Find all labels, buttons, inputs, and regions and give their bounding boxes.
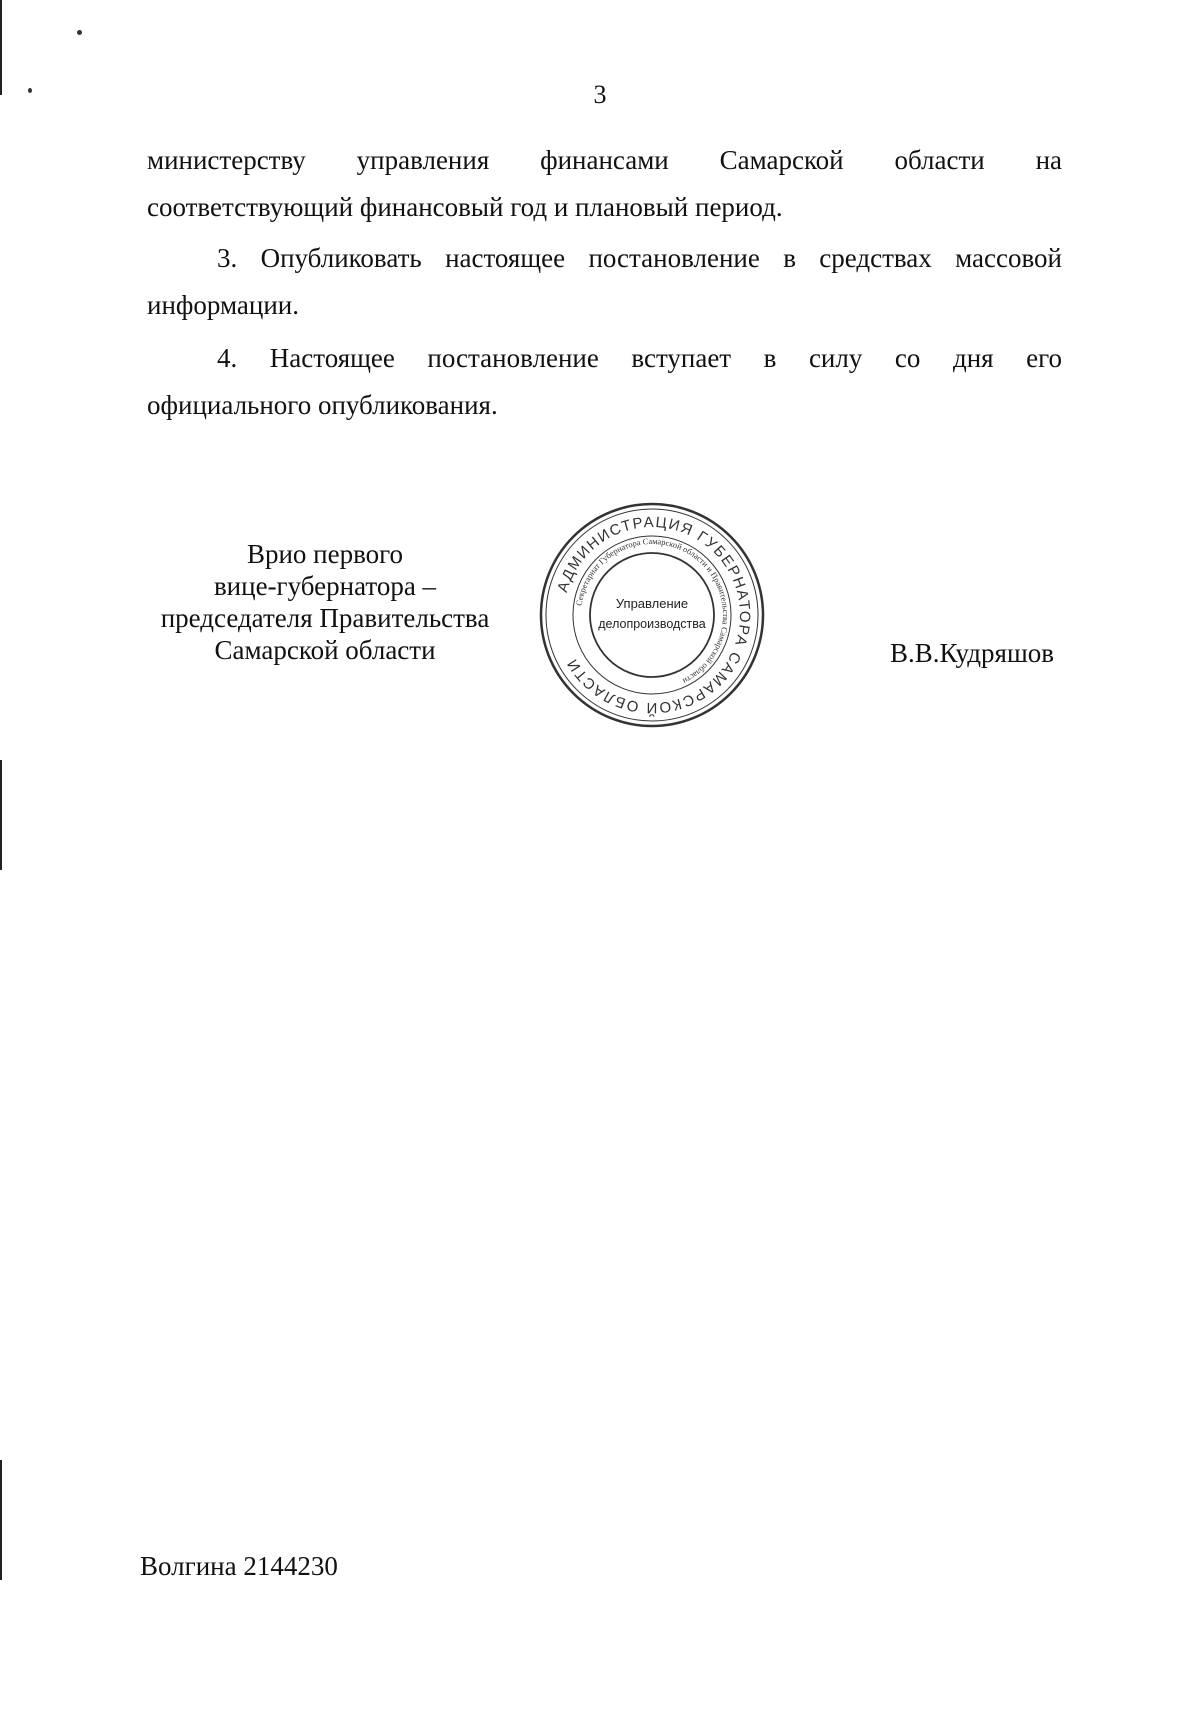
paragraph-item-3 bbox=[147, 235, 1062, 329]
paragraph-line: 4. Настоящее постановление вступает в силу со дня его bbox=[217, 343, 1062, 373]
seal-middle-border bbox=[573, 536, 731, 694]
page-number: 3 bbox=[593, 80, 607, 109]
signatory-line: вице-губернатора – bbox=[213, 571, 437, 601]
seal-outer-text: АДМИНИСТРАЦИЯ ГУБЕРНАТОРА САМАРСКОЙ ОБЛАСТИ bbox=[554, 513, 754, 717]
seal-center-line-1: Управление bbox=[615, 596, 689, 611]
paragraph-line: 3. Опубликовать настоящее постановление в средствах массовой bbox=[217, 243, 1063, 273]
signatory-line: председателя Правительства bbox=[160, 603, 490, 633]
paragraph-item-4 bbox=[147, 335, 1062, 429]
signer-name: В.В.Кудряшов bbox=[890, 638, 1054, 668]
paragraph-budget-continuation bbox=[147, 137, 1062, 231]
signatory-line: Врио первого bbox=[246, 539, 404, 569]
seal-inner-border bbox=[590, 553, 714, 677]
signatory-position bbox=[140, 538, 510, 666]
paragraph-line: министерству управления финансами Самарской области на bbox=[147, 145, 1062, 175]
signatory-line: Самарской области bbox=[214, 635, 436, 665]
seal-center-line-2: делопроизводства bbox=[598, 617, 706, 631]
paragraph-line: информации. bbox=[147, 290, 299, 320]
scan-edge-mark bbox=[0, 1460, 2, 1580]
paragraph-line: соответствующий финансовый год и плановый период. bbox=[147, 192, 783, 222]
scan-edge-mark bbox=[0, 760, 2, 870]
seal-inner-ring-text: Секретариат Губернатора Самарской области и Правительства Самарской области bbox=[574, 536, 731, 686]
paragraph-line: официального опубликования. bbox=[147, 390, 498, 420]
official-seal bbox=[537, 500, 767, 730]
scan-speck bbox=[77, 30, 82, 35]
executor-contact: Волгина 2144230 bbox=[140, 1551, 338, 1581]
